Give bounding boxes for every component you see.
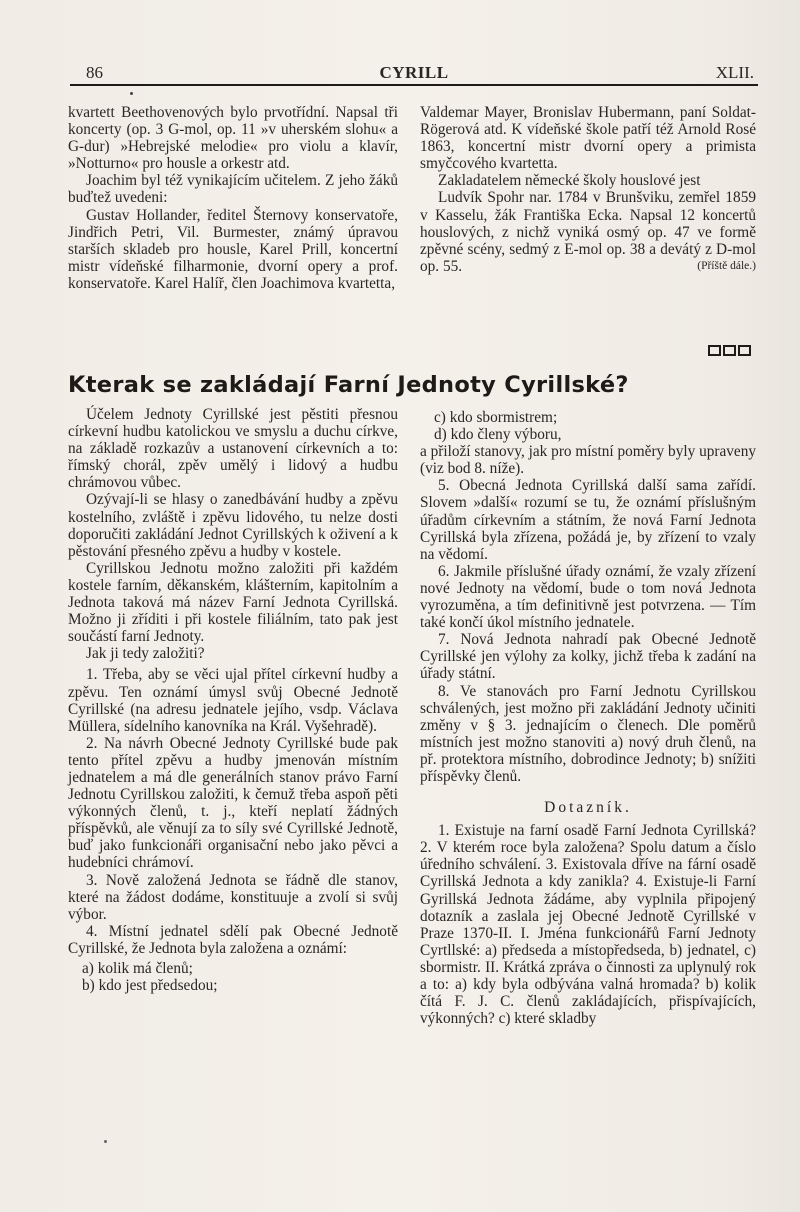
numbered-paragraph: 4. Místní jednatel sdělí pak Obecné Jednotě Cyrillské, že Jednota byla založena a oznámí:: [68, 922, 398, 957]
previous-article-left-column: [68, 104, 398, 292]
paragraph: Cyrillskou Jednotu možno založiti při každém kostele farním, děkanském, klášterním, kapitolním a Jednota taková má název Farní Jednota Cyrillská. Možno ji zříditi i při kostele filiálním, tato pak jest součástí farní Jednoty.: [68, 559, 398, 646]
section-end-mark-icon: [708, 345, 751, 356]
previous-article-right-column: [420, 104, 756, 275]
paragraph: Zakladatelem německé školy houslové jest: [438, 172, 701, 190]
running-head: [70, 64, 758, 86]
numbered-paragraph: 7. Nová Jednota nahradí pak Obecné Jednotě Cyrillské jen výlohy za kolky, jichž třeba k zadání na úřady státní.: [420, 631, 756, 683]
numbered-paragraph: 6. Jakmile příslušné úřady oznámí, že vzaly zřízení nové Jednoty na vědomí, bude o tom nová Jednota vyrozuměna, a tím definitivně jest potvrzena. — Tím také končí úkol místního jednatele.: [420, 562, 756, 632]
questionnaire-heading: Dotazník.: [544, 799, 632, 817]
list-item: c) kdo sbormistrem;: [434, 409, 558, 426]
square-icon: [723, 345, 736, 356]
square-icon: [738, 345, 751, 356]
paragraph: Ozývají-li se hlasy o zanedbávání hudby a zpěvu kostelního, zvláště i zpěvu lidového, tu nelze dosti doporučiti zakládání Jednot Cyrillských k oživení a k pěstování přesného zpěvu a hudby v kostele.: [68, 491, 398, 560]
continued-note: (Příště dále.): [697, 259, 756, 272]
list-item: d) kdo členy výboru,: [434, 426, 562, 444]
paragraph: Valdemar Mayer, Bronislav Hubermann, paní Soldat-Rögerová atd. K vídeňské škole patří též Arnold Rosé 1863, koncertní mistr dvorní opery a primista smyčcového kvartetta.: [420, 104, 756, 173]
paragraph: a přiloží stanovy, jak pro místní poměry byly upraveny (viz bod 8. níže).: [420, 443, 756, 478]
paragraph: Účelem Jednoty Cyrillské jest pěstiti přesnou církevní hudbu katolickou ve smyslu a duchu církve, na základě rozkazův a ustanovení církevních a to: římský chorál, zpěv umělý i lidový a hudbu chrámovou vůbec.: [68, 406, 398, 492]
volume-number: XLII.: [715, 63, 754, 82]
square-icon: [708, 345, 721, 356]
paragraph: Joachim byl též vynikajícím učitelem. Z jeho žáků buďtež uvedeni:: [68, 172, 398, 207]
numbered-paragraph: 5. Obecná Jednota Cyrillská další sama zařídí. Slovem »další« rozumí se tu, že oznámí příslušným úřadům církevním a státním, že nová Farní Jednota Cyrillská byla zřízena, požádá je, by zřízení to vzaly na vědomí.: [420, 477, 756, 563]
list-item: b) kdo jest předsedou;: [82, 977, 218, 995]
paragraph: kvartett Beethovenových bylo prvotřídní. Napsal tři koncerty (op. 3 G-mol, op. 11 »v uherském slohu« a G-dur) »Hebrejské melodie« pro violu a klavír, »Notturno« pro housle a orkestr atd.: [68, 104, 398, 173]
numbered-paragraph: 3. Nově založená Jednota se řádně dle stanov, které na žádost dodáme, konstituuje a zvolí si svůj výbor.: [68, 871, 398, 923]
article-left-column: [68, 406, 398, 994]
numbered-paragraph: 2. Na návrh Obecné Jednoty Cyrillské bude pak tento přítel zpěvu a hudby jmenován místním jednatelem a má dle generálních stanov právo Farní Jednotu Cyrillskou založiti, k čemuž třeba aspoň pěti výkonných členů, t. j., kteří neplatí žádných příspěvků, ale věnují za to síly své Cyrillské Jednotě, buď jako funkcionáři organisační nebo jako pěvci a hudebníci chrámoví.: [68, 734, 398, 872]
page-number: 86: [86, 63, 103, 82]
article-title: Kterak se zakládají Farní Jednoty Cyrillské?: [68, 372, 629, 398]
subheading-question: Jak ji tedy založiti?: [86, 645, 205, 663]
numbered-paragraph: 1. Třeba, aby se věci ujal přítel církevní hudby a zpěvu. Ten oznámí úmysl svůj Obecné Jednotě Cyrillské (na adresu jednatele jejího, vsdp. Václava Müllera, sídelního kanovníka na Král. Vyšehradě).: [68, 666, 398, 735]
questionnaire-text: 1. Existuje na farní osadě Farní Jednota Cyrillská? 2. V kterém roce byla založena? Spolu datum a číslo úředního schválení. 3. Existovala dříve na fární osadě Cyrillská Jednota a kdy zanikla? 4. Existuje-li Farní Gyrillská Jednota žádáme, aby vyplnila připojený dotazník a zaslala jej Obecné Jednotě Cyrillské v Praze 1370-II. I. Jména funkcionářů Farní Jednoty Cyrtllské: a) předseda a místopředseda, b) jednatel, c) sbormistr. II. Krátká zpráva o činnosti za uplynulý rok a to: a) kdy byla odbývána valná hromada? b) kolik čítá F. J. C. členů zakládajících, přispívajících, výkonných? c) které skladby: [420, 822, 756, 1028]
article-right-column: [420, 409, 756, 1027]
paragraph: [420, 189, 756, 274]
list-item: a) kolik má členů;: [82, 960, 193, 977]
paragraph-text: Ludvík Spohr nar. 1784 v Brunšviku, zemřel 1859 v Kasselu, žák Františka Ecka. Napsal 12 koncertů houslových, z nichž vyniká osmý op. 47 ve formě zpěvné scény, sedmý z E-mol op. 38 a devátý z D-mol op. 55.: [420, 189, 756, 275]
paragraph: Gustav Hollander, ředitel Šternovy konservatoře, Jindřich Petri, Vil. Burmester, známý úpravou starších skladeb pro housle, Karel Prill, koncertní mistr vídeňské filharmonie, dvorní opery a prof. konservatoře. Karel Halíř, člen Joachimova kvartetta,: [68, 206, 398, 292]
print-speck: [104, 1140, 107, 1143]
journal-title: CYRILL: [379, 63, 449, 82]
numbered-paragraph: 8. Ve stanovách pro Farní Jednotu Cyrillskou schválených, jest možno při zakládání Jednoty učiniti změny v § 3. jednajícím o členech. Dle poměrů místních jest možno stanoviti a) nový druh členů, na př. protektora místního, dobrodince Jednoty; b) snížiti příspěvky členů.: [420, 682, 756, 785]
print-speck: [130, 92, 133, 95]
